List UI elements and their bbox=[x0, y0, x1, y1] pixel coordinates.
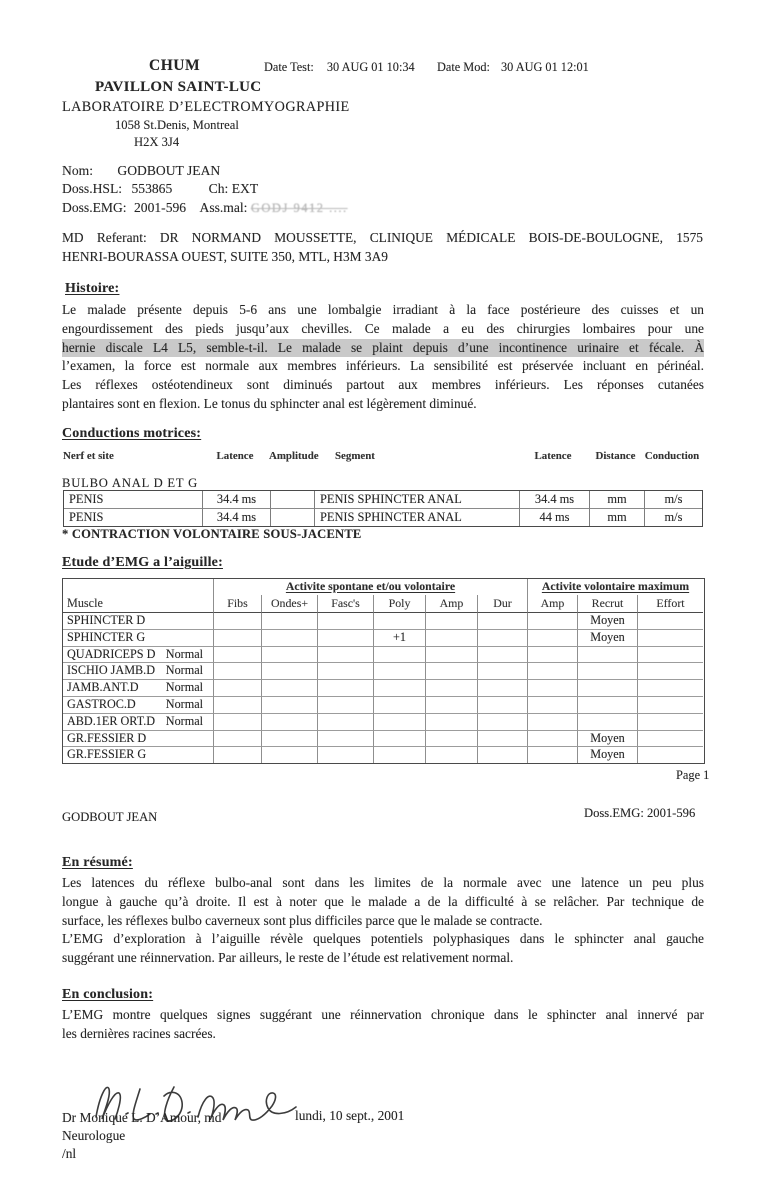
table-cell bbox=[373, 714, 425, 731]
text-line: MD Referant: DR NORMAND MOUSSETTE, CLINIQUE MÉDICALE BOIS-DE-BOULOGNE, 1575 bbox=[62, 230, 703, 245]
table-cell bbox=[637, 680, 703, 697]
text-line: longue à gauche qu’à droite. Il est à noter que le malade a de la difficulté à se relâcher. Par technique de bbox=[62, 893, 704, 909]
emg-muscle-cell bbox=[63, 731, 213, 748]
table-cell bbox=[477, 697, 527, 714]
table-row bbox=[63, 731, 704, 748]
emg-column-header: Dur bbox=[477, 595, 527, 613]
table-cell bbox=[477, 731, 527, 748]
table-cell bbox=[577, 697, 637, 714]
emg-column-header: Ondes+ bbox=[261, 595, 317, 613]
nom-label: Nom: bbox=[62, 163, 93, 178]
table-cell bbox=[261, 747, 317, 763]
table-cell bbox=[261, 630, 317, 647]
emg-column-header-row bbox=[63, 595, 704, 613]
table-cell bbox=[637, 697, 703, 714]
ch-value: EXT bbox=[231, 181, 259, 197]
patient-name-row bbox=[62, 162, 348, 180]
table-cell bbox=[213, 714, 261, 731]
table-cell bbox=[373, 731, 425, 748]
emg-muscle-cell bbox=[63, 663, 213, 680]
table-row bbox=[63, 697, 704, 714]
table-cell bbox=[270, 491, 314, 509]
lab-name: LABORATOIRE D’ELECTROMYOGRAPHIE bbox=[62, 99, 350, 115]
emg-column-header: Recrut bbox=[577, 595, 637, 613]
table-row bbox=[63, 647, 704, 664]
conduction-header: Nerf et site bbox=[63, 450, 114, 462]
table-cell: PENIS SPHINCTER ANAL bbox=[314, 509, 519, 526]
table-cell bbox=[425, 663, 477, 680]
muscle-normal-flag: Normal bbox=[165, 646, 203, 661]
table-cell bbox=[213, 663, 261, 680]
table-cell bbox=[527, 697, 577, 714]
conduction-note: * CONTRACTION VOLONTAIRE SOUS-JACENTE bbox=[62, 527, 362, 541]
table-cell bbox=[373, 647, 425, 664]
table-cell bbox=[425, 731, 477, 748]
conduction-header: Latence bbox=[534, 450, 572, 462]
text-line: Les réflexes ostéotendineux sont diminués partout aux membres inférieurs. Les réponses cutanées bbox=[62, 377, 704, 393]
conductions-title: Conductions motrices: bbox=[62, 426, 202, 441]
table-cell bbox=[261, 697, 317, 714]
table-row bbox=[64, 491, 702, 509]
table-cell: Moyen bbox=[577, 747, 637, 763]
table-cell bbox=[577, 663, 637, 680]
doss-hsl-row bbox=[62, 180, 348, 198]
conduction-table bbox=[63, 490, 703, 527]
footer-patient-name: GODBOUT JEAN bbox=[62, 810, 158, 824]
table-cell bbox=[637, 747, 703, 763]
muscle-normal-flag: Normal bbox=[165, 713, 203, 728]
text-line: suggérant une réinnervation. Par ailleurs, le reste de l’étude est relativement normal. bbox=[62, 950, 514, 966]
table-cell bbox=[213, 731, 261, 748]
table-cell bbox=[213, 630, 261, 647]
table-cell bbox=[577, 714, 637, 731]
date-mod-value: 30 AUG 01 12:01 bbox=[501, 60, 589, 74]
doss-emg-value: 2001-596 bbox=[133, 199, 187, 215]
table-cell bbox=[527, 647, 577, 664]
doss-hsl-label: Doss.HSL: bbox=[62, 181, 123, 197]
resume-title: En résumé: bbox=[62, 855, 133, 870]
patient-name: GODBOUT JEAN bbox=[117, 163, 221, 178]
table-cell: m/s bbox=[644, 509, 702, 526]
table-cell bbox=[425, 630, 477, 647]
table-cell bbox=[261, 714, 317, 731]
table-cell bbox=[637, 714, 703, 731]
table-cell bbox=[261, 647, 317, 664]
table-cell bbox=[527, 731, 577, 748]
footer-doss-emg: Doss.EMG: 2001-596 bbox=[584, 806, 696, 820]
table-cell: +1 bbox=[373, 630, 425, 647]
emg-group2-label: Activite volontaire maximum bbox=[527, 579, 703, 595]
table-cell bbox=[213, 680, 261, 697]
table-cell bbox=[637, 630, 703, 647]
muscle-name: JAMB.ANT.D bbox=[67, 680, 139, 695]
table-cell: 34.4 ms bbox=[519, 491, 589, 509]
table-cell bbox=[477, 714, 527, 731]
table-row bbox=[63, 630, 704, 647]
address-line-1: 1058 St.Denis, Montreal bbox=[115, 118, 239, 132]
emg-muscle-cell bbox=[63, 630, 213, 647]
text-line: L’EMG montre quelques signes suggérant une réinnervation chronique dans le sphincter anal innervé par bbox=[62, 1007, 704, 1022]
text-line: hernie discale L4 L5, semble-t-il. Le malade se plaint depuis d’une incontinence urinaire et fécale. À bbox=[62, 339, 704, 358]
table-cell bbox=[577, 680, 637, 697]
emg-column-header: Fasc's bbox=[317, 595, 373, 613]
ch-label: Ch: bbox=[208, 181, 229, 197]
table-cell bbox=[213, 647, 261, 664]
table-cell bbox=[577, 647, 637, 664]
emg-muscle-cell bbox=[63, 647, 213, 664]
emg-muscle-cell bbox=[63, 680, 213, 697]
table-cell bbox=[213, 613, 261, 630]
table-cell bbox=[261, 663, 317, 680]
text-line: engourdissement des pieds jusqu’aux chevilles. Ce malade a eu des chirurgies lombaires pour une bbox=[62, 320, 704, 336]
emg-table bbox=[62, 578, 705, 764]
table-cell: 34.4 ms bbox=[202, 491, 270, 509]
table-cell bbox=[425, 613, 477, 630]
table-cell bbox=[373, 680, 425, 697]
emg-column-header: Effort bbox=[637, 595, 703, 613]
table-cell bbox=[425, 680, 477, 697]
table-cell: Moyen bbox=[577, 731, 637, 748]
date-test-label: Date Test: bbox=[264, 60, 314, 74]
table-cell bbox=[373, 663, 425, 680]
muscle-name: GASTROC.D bbox=[67, 696, 136, 711]
patient-block bbox=[62, 162, 348, 217]
table-cell: PENIS SPHINCTER ANAL bbox=[314, 491, 519, 509]
address-line-2: H2X 3J4 bbox=[134, 135, 180, 149]
muscle-name: GR.FESSIER D bbox=[67, 730, 147, 745]
emg-muscle-cell bbox=[63, 613, 213, 630]
emg-column-header: Amp bbox=[425, 595, 477, 613]
table-cell bbox=[637, 663, 703, 680]
conduction-header: Segment bbox=[335, 450, 375, 462]
table-cell bbox=[317, 663, 373, 680]
text-line: Le malade présente depuis 5-6 ans une lombalgie irradiant à la face postérieure des cuisses et un bbox=[62, 302, 704, 317]
muscle-normal-flag: Normal bbox=[165, 696, 203, 711]
emg-column-header: Fibs bbox=[213, 595, 261, 613]
table-cell: Moyen bbox=[577, 630, 637, 647]
table-cell bbox=[527, 747, 577, 763]
table-cell bbox=[425, 647, 477, 664]
emg-column-header: Amp bbox=[527, 595, 577, 613]
emg-muscle-cell bbox=[63, 697, 213, 714]
table-cell bbox=[637, 731, 703, 748]
muscle-name: ABD.1ER ORT.D bbox=[67, 713, 156, 728]
date-test bbox=[264, 60, 415, 75]
text-line: plantaires sont en flexion. Le tonus du sphincter anal est légèrement diminué. bbox=[62, 395, 477, 411]
text-line: HENRI-BOURASSA OUEST, SUITE 350, MTL, H3M 3A9 bbox=[62, 248, 388, 264]
referring-md bbox=[62, 229, 703, 267]
table-cell: mm bbox=[589, 509, 644, 526]
table-cell bbox=[527, 663, 577, 680]
table-cell bbox=[213, 747, 261, 763]
org-name: CHUM bbox=[149, 57, 201, 74]
text-line: les dernières racines sacrées. bbox=[62, 1025, 216, 1041]
table-cell: 44 ms bbox=[519, 509, 589, 526]
emg-muscle-header: Muscle bbox=[63, 595, 213, 613]
text-line: Les latences du réflexe bulbo-anal sont dans les limites de la normale avec une latence un peu plus bbox=[62, 875, 704, 890]
table-cell: Moyen bbox=[577, 613, 637, 630]
table-cell bbox=[317, 731, 373, 748]
date-test-value: 30 AUG 01 10:34 bbox=[326, 60, 415, 74]
table-row bbox=[63, 613, 704, 630]
emg-column-header: Poly bbox=[373, 595, 425, 613]
histoire-paragraph bbox=[62, 301, 704, 414]
table-cell bbox=[261, 613, 317, 630]
table-cell bbox=[477, 630, 527, 647]
table-cell bbox=[425, 747, 477, 763]
typist-initials: /nl bbox=[62, 1146, 77, 1161]
table-cell bbox=[477, 647, 527, 664]
histoire-title: Histoire: bbox=[65, 281, 120, 296]
doctor-role: Neurologue bbox=[62, 1128, 126, 1143]
table-cell bbox=[261, 680, 317, 697]
text-line: surface, les réflexes bulbo caverneux sont plus difficiles parce que le malade se contracte. bbox=[62, 912, 543, 928]
table-cell bbox=[317, 630, 373, 647]
ass-mal-value: GODJ 9412 .... bbox=[250, 200, 348, 215]
emg-group-header-row bbox=[63, 579, 704, 595]
conclusion-paragraph bbox=[62, 1006, 704, 1044]
table-cell bbox=[270, 509, 314, 526]
signature-date: lundi, 10 sept., 2001 bbox=[295, 1108, 405, 1123]
conduction-group-label: BULBO ANAL D ET G bbox=[62, 476, 199, 490]
date-mod-label: Date Mod: bbox=[437, 60, 490, 74]
muscle-name: QUADRICEPS D bbox=[67, 646, 156, 661]
table-cell bbox=[261, 731, 317, 748]
table-cell: m/s bbox=[644, 491, 702, 509]
table-cell bbox=[527, 680, 577, 697]
doss-emg-label: Doss.EMG: bbox=[62, 199, 127, 215]
table-cell bbox=[63, 579, 213, 595]
conduction-header: Distance bbox=[595, 450, 636, 462]
table-cell bbox=[425, 714, 477, 731]
resume-paragraph bbox=[62, 874, 704, 968]
table-cell bbox=[373, 697, 425, 714]
emg-muscle-cell bbox=[63, 714, 213, 731]
conduction-column-headers bbox=[63, 450, 701, 462]
table-row bbox=[63, 714, 704, 731]
text-line: l’examen, la force est normale aux membres inférieurs. La sensibilité est préservée incluant en périnéal. bbox=[62, 358, 704, 374]
conduction-header: Amplitude bbox=[269, 450, 319, 462]
table-cell bbox=[527, 613, 577, 630]
doss-hsl-value: 553865 bbox=[131, 181, 173, 197]
table-cell: PENIS bbox=[69, 510, 104, 524]
table-cell: 34.4 ms bbox=[202, 509, 270, 526]
table-cell bbox=[317, 680, 373, 697]
muscle-name: SPHINCTER D bbox=[67, 613, 146, 627]
doss-emg-row bbox=[62, 199, 348, 217]
table-cell: PENIS bbox=[64, 491, 202, 509]
table-cell bbox=[477, 680, 527, 697]
table-cell bbox=[637, 647, 703, 664]
emg-title: Etude d’EMG a l’aiguille: bbox=[62, 555, 223, 570]
table-cell bbox=[527, 630, 577, 647]
table-cell bbox=[477, 613, 527, 630]
page-number: Page 1 bbox=[676, 768, 710, 782]
table-cell bbox=[477, 663, 527, 680]
muscle-name: SPHINCTER G bbox=[67, 629, 146, 644]
text-line: L’EMG d’exploration à l’aiguille révèle quelques potentiels polyphasiques dans le sphincter anal gauche bbox=[62, 931, 704, 947]
conduction-header: Conduction bbox=[644, 450, 700, 462]
muscle-normal-flag: Normal bbox=[165, 663, 203, 678]
emg-group1-label: Activite spontane et/ou volontaire bbox=[213, 579, 527, 595]
conduction-header: Latence bbox=[216, 450, 254, 462]
table-row bbox=[63, 680, 704, 697]
doctor-name: Dr Monique L. D’Amour, md bbox=[62, 1110, 222, 1125]
table-row bbox=[63, 663, 704, 680]
table-cell bbox=[317, 647, 373, 664]
table-cell bbox=[425, 697, 477, 714]
table-cell: mm bbox=[589, 491, 644, 509]
muscle-name: GR.FESSIER G bbox=[67, 747, 147, 762]
table-cell bbox=[373, 613, 425, 630]
pavilion-name: PAVILLON SAINT-LUC bbox=[95, 79, 262, 95]
table-row bbox=[64, 509, 702, 526]
table-cell bbox=[317, 613, 373, 630]
table-cell bbox=[317, 714, 373, 731]
muscle-name: ISCHIO JAMB.D bbox=[67, 663, 156, 678]
conclusion-title: En conclusion: bbox=[62, 987, 154, 1002]
table-cell bbox=[637, 613, 703, 630]
muscle-normal-flag: Normal bbox=[165, 680, 203, 695]
table-row bbox=[63, 747, 704, 763]
table-cell bbox=[373, 747, 425, 763]
emg-muscle-cell bbox=[63, 747, 213, 763]
table-cell bbox=[477, 747, 527, 763]
table-cell bbox=[317, 747, 373, 763]
table-cell bbox=[527, 714, 577, 731]
table-cell bbox=[213, 697, 261, 714]
ass-mal-label: Ass.mal: bbox=[199, 199, 248, 215]
table-cell bbox=[317, 697, 373, 714]
date-mod bbox=[437, 60, 589, 75]
